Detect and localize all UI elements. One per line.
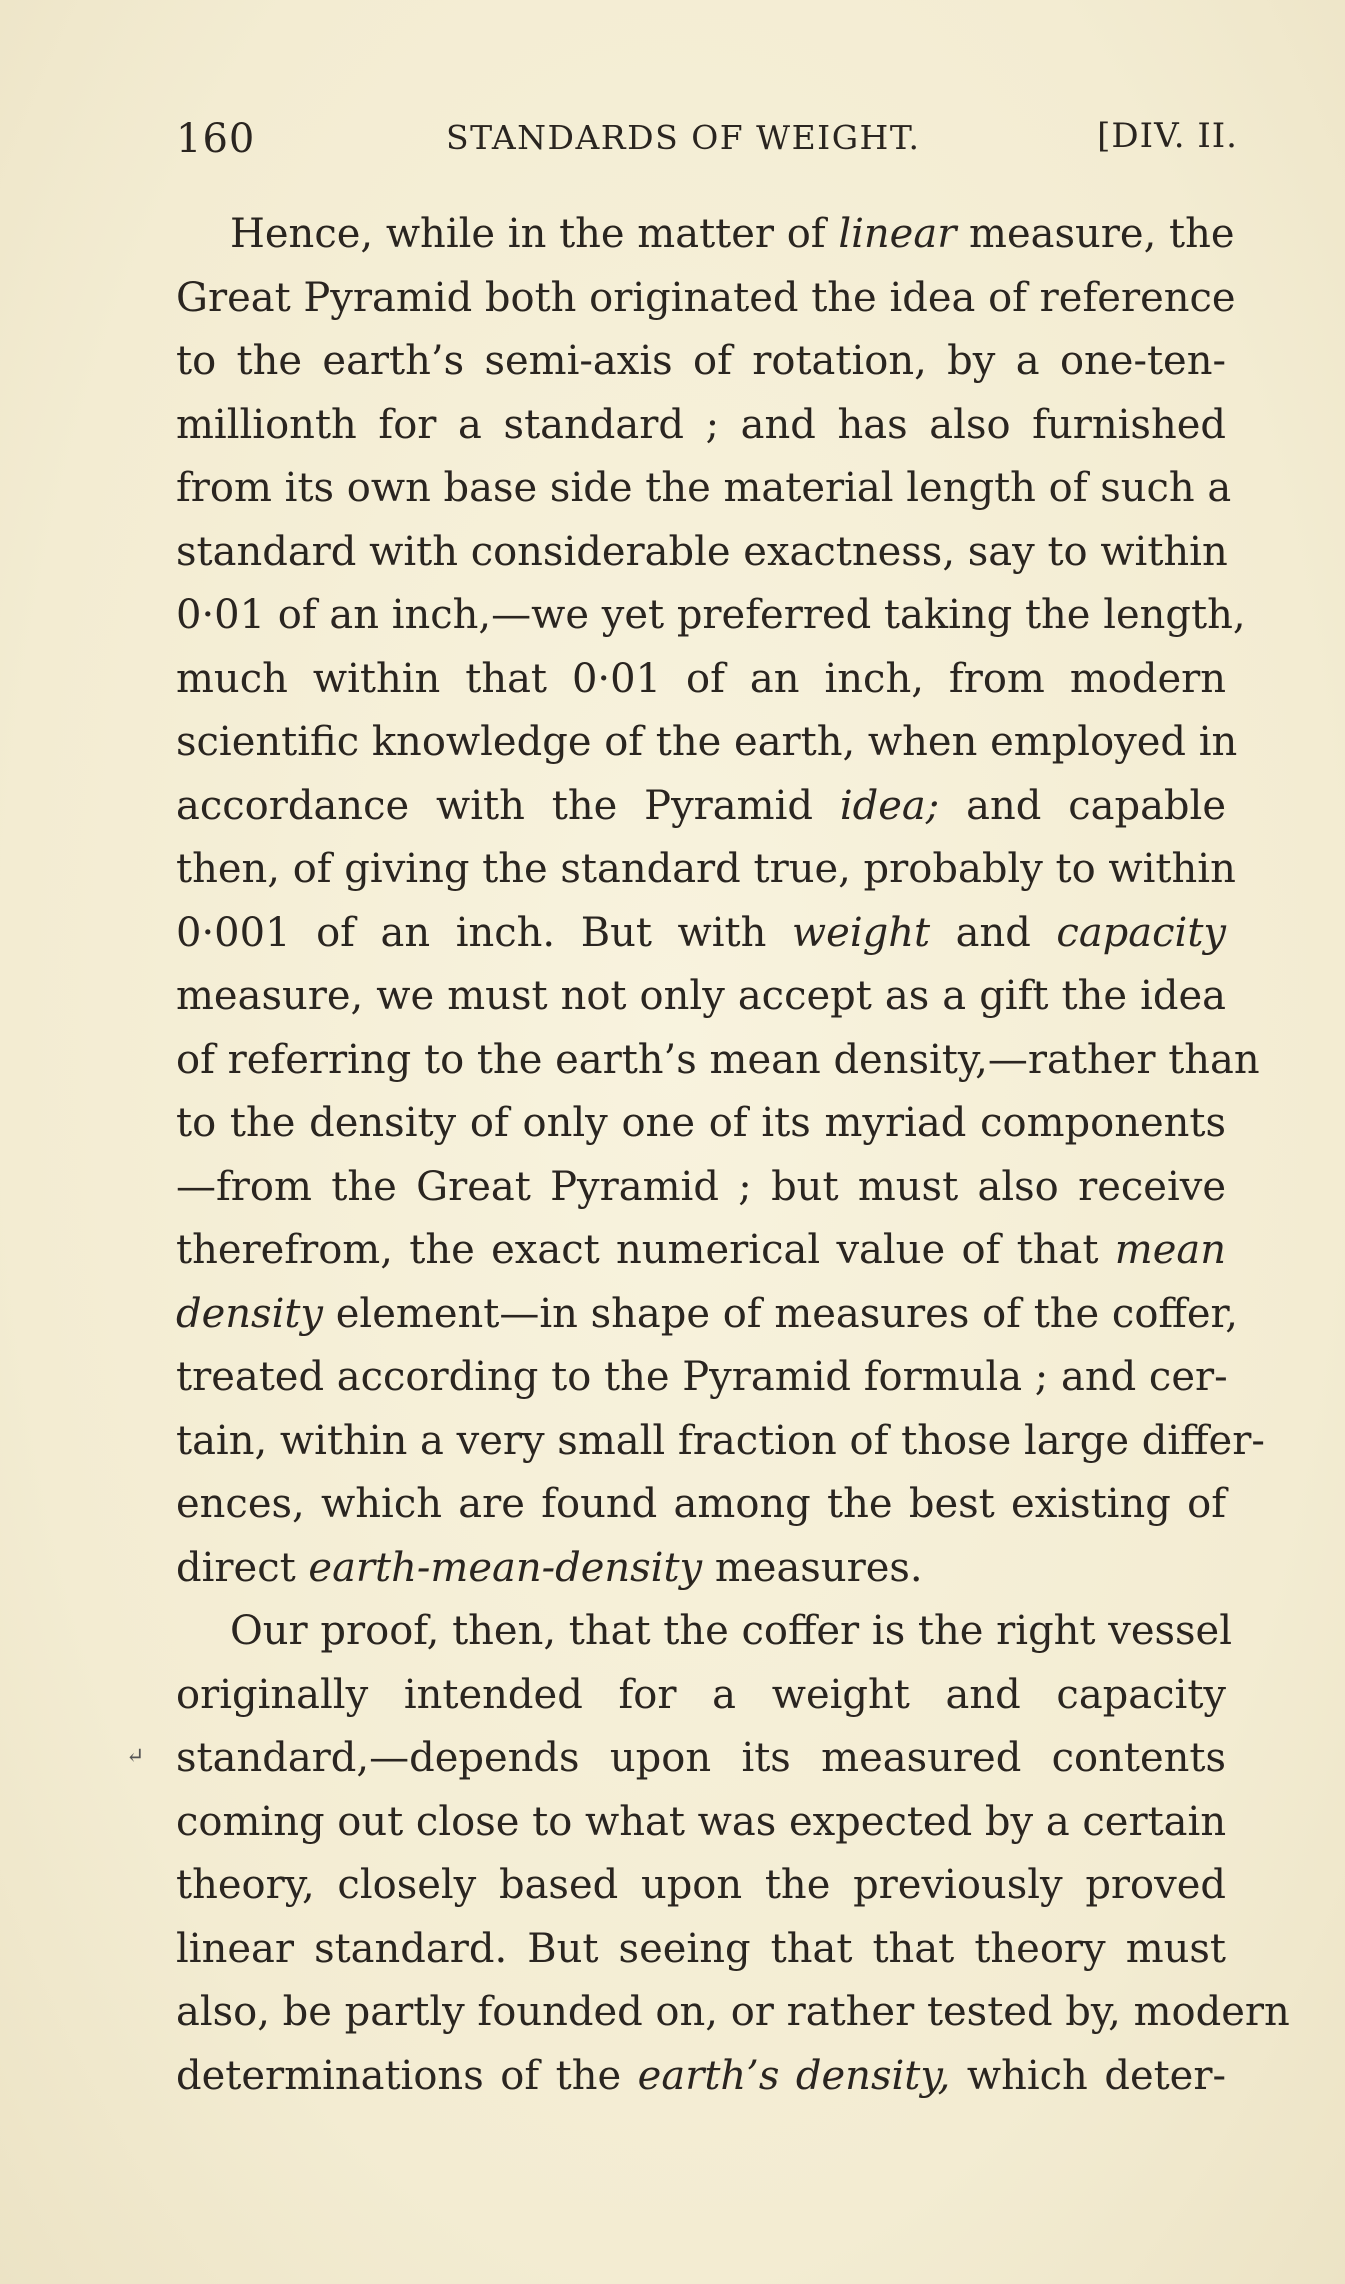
body-text [176, 203, 1290, 2108]
text-line: of referring to the earth’s mean density,—rather than [176, 1036, 1260, 1083]
running-head [176, 108, 1238, 168]
text-line: density element—in shape of measures of the coffer, [176, 1290, 1238, 1337]
text-line: 0·01 of an inch,—we yet preferred taking the length, [176, 592, 1246, 638]
text-line: standard with considerable exactness, say to within [176, 528, 1228, 575]
text-line: tain, within a very small fraction of those large differ- [176, 1417, 1265, 1464]
text-line: treated according to the Pyramid formula ; and cer- [176, 1354, 1228, 1400]
text-line: Hence, while in the matter of linear measure, the [230, 211, 1235, 257]
margin-mark-icon: ↵ [126, 1744, 145, 1769]
text-line: much within that 0·01 of an inch, from modern [176, 655, 1226, 702]
running-title: STANDARDS OF WEIGHT. [446, 118, 921, 157]
text-line: coming out close to what was expected by a certain [176, 1798, 1227, 1845]
text-line: originally intended for a weight and capacity [176, 1671, 1226, 1718]
text-line: direct earth-mean-density measures. [176, 1544, 923, 1591]
text-line: therefrom, the exact numerical value of that mean [176, 1227, 1226, 1273]
text-line: Our proof, then, that the coffer is the right vessel [230, 1608, 1233, 1654]
text-line: millionth for a standard ; and has also furnished [176, 401, 1226, 448]
text-line: determinations of the earth’s density, which deter- [176, 2052, 1226, 2099]
text-line: —from the Great Pyramid ; but must also receive [176, 1163, 1226, 1210]
text-line: to the earth’s semi-axis of rotation, by a one-ten- [176, 338, 1226, 384]
text-line: measure, we must not only accept as a gift the idea [176, 973, 1226, 1019]
text-line: standard,—depends upon its measured contents [176, 1735, 1226, 1781]
text-line: also, be partly founded on, or rather tested by, modern [176, 1989, 1290, 2035]
text-line: to the density of only one of its myriad components [176, 1100, 1226, 1146]
text-line: then, of giving the standard true, probably to within [176, 846, 1236, 892]
text-line: linear standard. But seeing that that theory must [176, 1925, 1226, 1972]
page-number: 160 [176, 116, 256, 162]
text-line: accordance with the Pyramid idea; and capable [176, 782, 1226, 829]
division-label: [DIV. II. [1097, 116, 1238, 156]
text-line: 0·001 of an inch. But with weight and capacity [176, 909, 1226, 956]
text-line: from its own base side the material length of such a [176, 465, 1232, 511]
text-line: theory, closely based upon the previously proved [176, 1862, 1226, 1908]
text-line: ences, which are found among the best existing of [176, 1481, 1226, 1527]
text-line: Great Pyramid both originated the idea of reference [176, 274, 1236, 321]
text-line: scientific knowledge of the earth, when employed in [176, 719, 1238, 765]
